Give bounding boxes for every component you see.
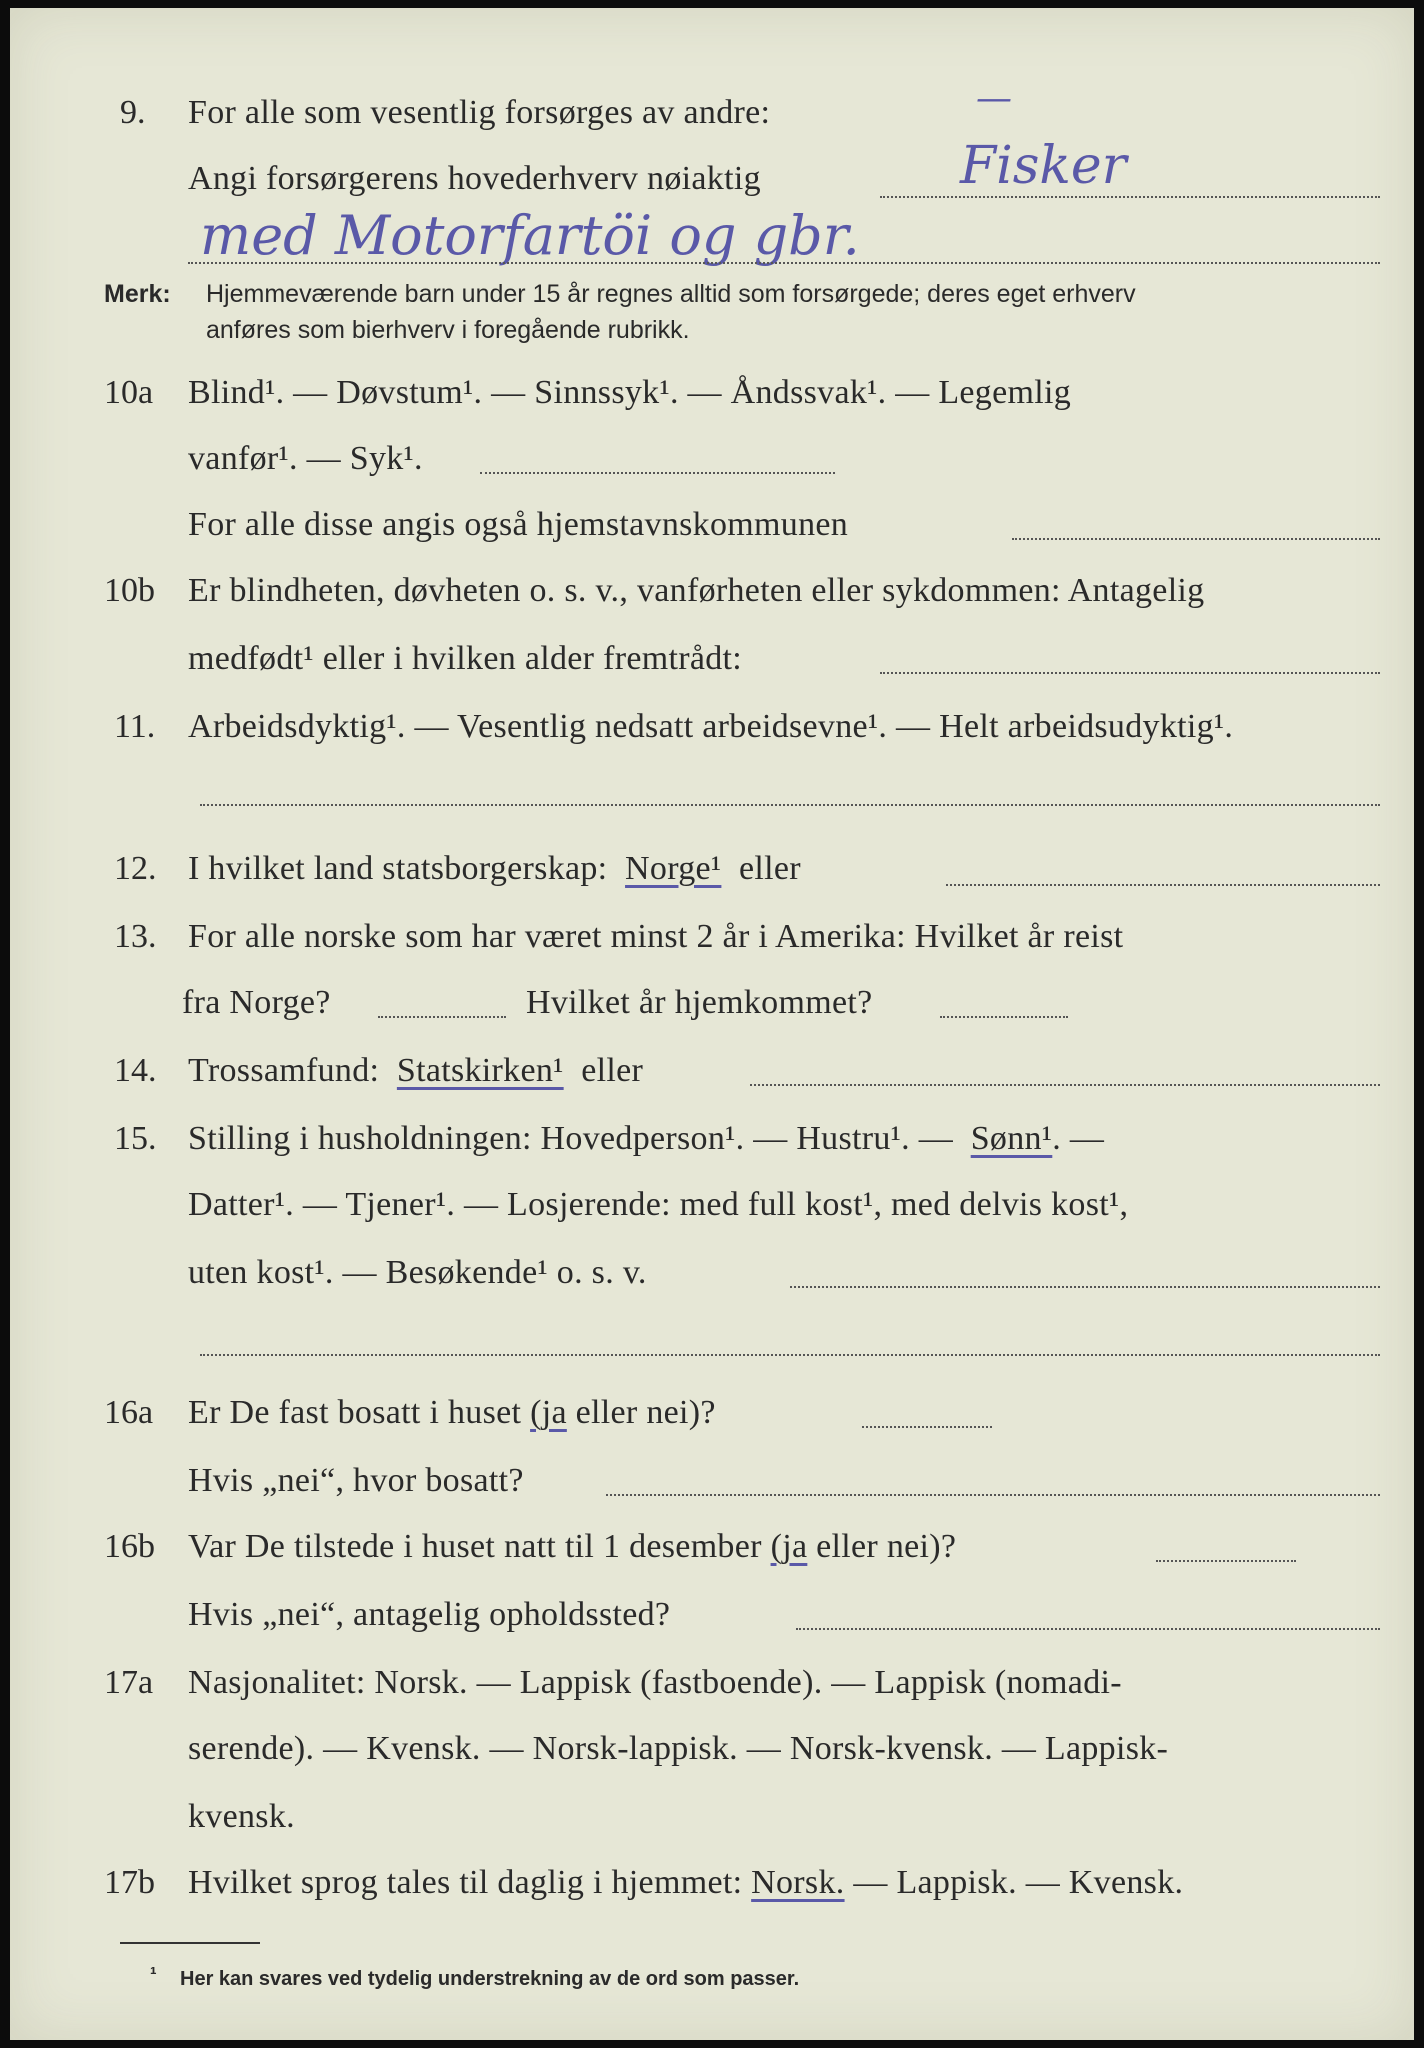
- q11-line1: Arbeidsdyktig¹. — Vesentlig nedsatt arbeidsevne¹. — Helt arbeidsudyktig¹.: [188, 708, 1234, 745]
- q13-line2a: fra Norge?: [182, 984, 331, 1021]
- q16a-line2: Hvis „nei“, hvor bosatt?: [188, 1462, 524, 1499]
- q14-line1: Trossamfund: Statskirken¹ eller: [188, 1052, 644, 1089]
- q10b-line1: Er blindheten, døvheten o. s. v., vanførheten eller sykdommen: Antagelig: [188, 572, 1205, 609]
- q16b-number: 16b: [104, 1528, 155, 1565]
- q16b-line2: Hvis „nei“, antagelig opholdssted?: [188, 1596, 671, 1633]
- q12-line1: I hvilket land statsborgerskap: Norge¹ eller: [188, 850, 801, 887]
- q16a-selected-ja: (ja: [530, 1394, 567, 1431]
- q13-number: 13.: [114, 918, 157, 955]
- q17a-line1: Nasjonalitet: Norsk. — Lappisk (fastboende). — Lappisk (nomadi-: [188, 1664, 1122, 1701]
- q12-selected-norge: Norge¹: [625, 850, 722, 887]
- q10b-number: 10b: [104, 572, 155, 609]
- q13-line1: For alle norske som har været minst 2 år i Amerika: Hvilket år reist: [188, 918, 1124, 955]
- q14-answer-line: [750, 1084, 1380, 1086]
- q16a-number: 16a: [104, 1394, 154, 1431]
- q15-selected-sonn: Sønn¹: [970, 1120, 1053, 1157]
- footnote-text: Her kan svares ved tydelig understrekning av de ord som passer.: [180, 1968, 800, 1990]
- q13-year-returned-line: [940, 1016, 1068, 1018]
- q12-answer-line: [946, 884, 1380, 886]
- q11-answer-line: [200, 804, 1380, 806]
- q9-answer-line-2: [188, 262, 1380, 264]
- q10b-answer-line: [880, 672, 1380, 674]
- q11-number: 11.: [114, 708, 156, 745]
- q9-number: 9.: [120, 94, 146, 131]
- q14-selected-statskirken: Statskirken¹: [396, 1052, 564, 1089]
- q15-answer-line-2: [200, 1354, 1380, 1356]
- q10a-hometown-line: [1012, 538, 1380, 540]
- q16a-line1: Er De fast bosatt i huset (ja eller nei)?: [188, 1394, 716, 1431]
- q16a-residence-line: [606, 1494, 1380, 1496]
- q17b-selected-norsk: Norsk.: [751, 1864, 845, 1901]
- q17b-line1: Hvilket sprog tales til daglig i hjemmet: Norsk. — Lappisk. — Kvensk.: [188, 1864, 1184, 1901]
- q13-line2b: Hvilket år hjemkommet?: [526, 984, 873, 1021]
- q15-line1: Stilling i husholdningen: Hovedperson¹. — Hustru¹. — Sønn¹. —: [188, 1120, 1105, 1157]
- q10b-line2: medfødt¹ eller i hvilken alder fremtrådt:: [188, 640, 743, 677]
- q16b-answer-line: [1156, 1560, 1296, 1562]
- q13-year-left-line: [378, 1016, 506, 1018]
- note-line1: Hjemmeværende barn under 15 år regnes alltid som forsørgede; deres eget erhverv: [206, 280, 1136, 308]
- q17b-number: 17b: [104, 1864, 155, 1901]
- q16b-selected-ja: (ja: [770, 1528, 808, 1565]
- q9-handwritten-answer-1: Fisker: [960, 136, 1127, 196]
- q15-answer-line: [790, 1286, 1380, 1288]
- q15-line3: uten kost¹. — Besøkende¹ o. s. v.: [188, 1254, 647, 1291]
- q9-line1: For alle som vesentlig forsørges av andre:: [188, 94, 771, 131]
- q16b-line1: Var De tilstede i huset natt til 1 desember (ja eller nei)?: [188, 1528, 957, 1565]
- q14-number: 14.: [114, 1052, 157, 1089]
- q17a-line3: kvensk.: [188, 1798, 295, 1835]
- q17a-line2: serende). — Kvensk. — Norsk-lappisk. — Norsk-kvensk. — Lappisk-: [188, 1730, 1169, 1767]
- q10a-line1: Blind¹. — Døvstum¹. — Sinnssyk¹. — Åndssvak¹. — Legemlig: [188, 374, 1072, 411]
- q15-line2: Datter¹. — Tjener¹. — Losjerende: med full kost¹, med delvis kost¹,: [188, 1186, 1129, 1223]
- q9-line2: Angi forsørgerens hovederhverv nøiaktig: [188, 160, 761, 197]
- q10a-line3: For alle disse angis også hjemstavnskommunen: [188, 506, 849, 543]
- q16a-answer-line: [862, 1426, 992, 1428]
- note-line2: anføres som bierhverv i foregående rubrikk.: [206, 316, 690, 344]
- q12-number: 12.: [114, 850, 157, 887]
- q10a-answer-line: [480, 472, 835, 474]
- census-form-page: [10, 8, 1414, 2040]
- footnote-rule: [120, 1942, 260, 1944]
- q10a-line2: vanfør¹. — Syk¹.: [188, 440, 423, 477]
- q9-handwritten-dash: —: [976, 78, 1012, 119]
- q17a-number: 17a: [104, 1664, 154, 1701]
- note-label: Merk:: [104, 280, 171, 308]
- footnote-mark: ¹: [150, 1964, 157, 1986]
- q15-number: 15.: [114, 1120, 157, 1157]
- q9-handwritten-answer-2: med Motorfartöi og gbr.: [200, 204, 860, 267]
- q10a-number: 10a: [104, 374, 154, 411]
- q16b-location-line: [796, 1628, 1380, 1630]
- q9-answer-line-1: [880, 196, 1380, 198]
